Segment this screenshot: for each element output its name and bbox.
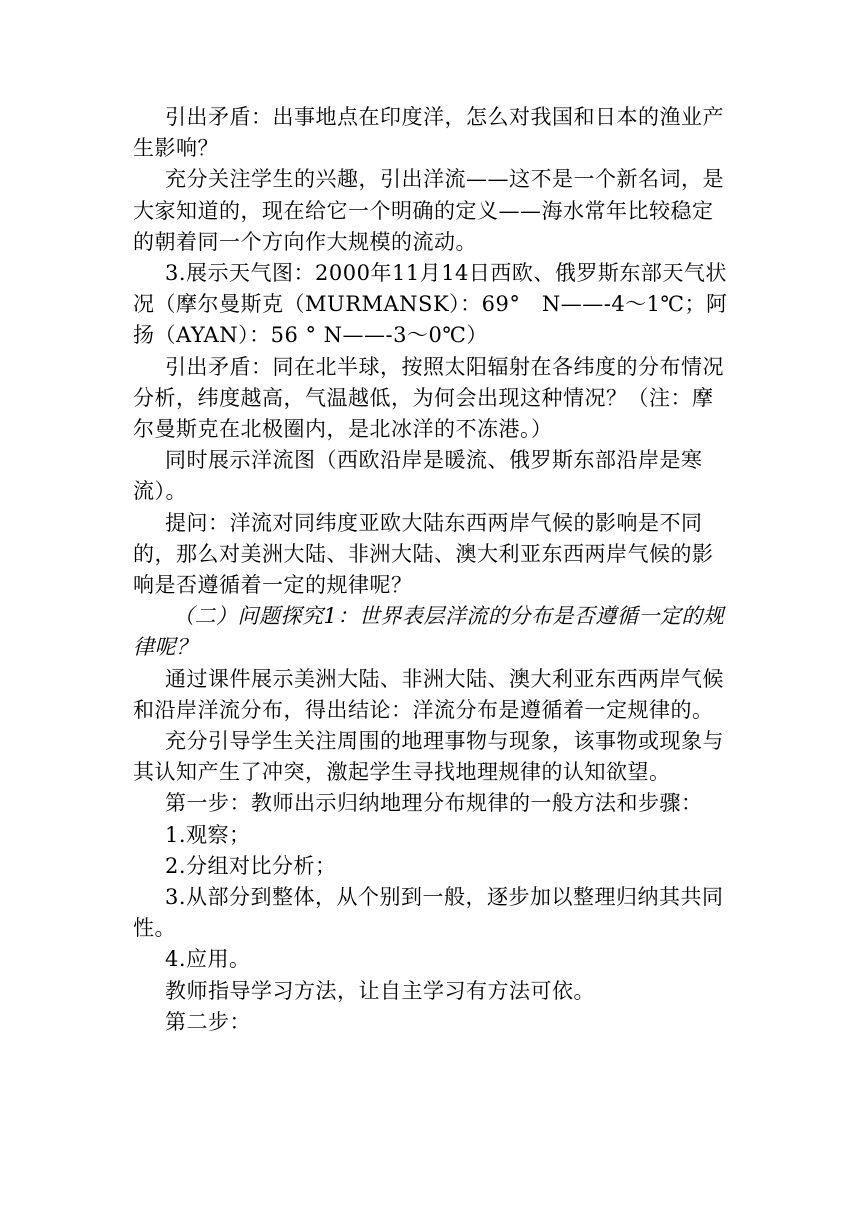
list-item-compare: 2.分组对比分析； bbox=[165, 853, 337, 878]
list-item-apply: 4.应用。 bbox=[165, 947, 251, 972]
paragraph-weather-map: 3.展示天气图：2000年11月14日西欧、俄罗斯东部天气状况（摩尔曼斯克（MURMANSK）：69° N——-4～1℃；阿扬（AYAN）：56 ° N——-3～0℃） bbox=[133, 261, 728, 348]
paragraph-ocean-current-definition: 充分关注学生的兴趣，引出洋流——这不是一个新名词，是大家知道的，现在给它一个明确的定义——海水常年比较稳定的朝着同一个方向作大规模的流动。 bbox=[133, 167, 724, 254]
paragraph-contradiction-fishery: 引出矛盾：出事地点在印度洋，怎么对我国和日本的渔业产生影响？ bbox=[133, 105, 724, 161]
paragraph-contradiction-latitude: 引出矛盾：同在北半球，按照太阳辐射在各纬度的分布情况分析，纬度越高，气温越低，为何会出现这种情况？（注：摩尔曼斯克在北极圈内，是北冰洋的不冻港。） bbox=[133, 354, 724, 442]
list-item-summarize: 3.从部分到整体，从个别到一般，逐步加以整理归纳其共同性。 bbox=[133, 885, 724, 941]
paragraph-courseware: 通过课件展示美洲大陆、非洲大陆、澳大利亚东西两岸气候和沿岸洋流分布，得出结论：洋流分布是遵循着一定规律的。 bbox=[133, 666, 724, 722]
paragraph-step-two: 第二步： bbox=[165, 1009, 251, 1034]
paragraph-step-one: 第一步：教师出示归纳地理分布规律的一般方法和步骤： bbox=[165, 791, 703, 816]
paragraph-guidance: 充分引导学生关注周围的地理事物与现象，该事物或现象与其认知产生了冲突，激起学生寻找地理规律的认知欲望。 bbox=[133, 729, 724, 785]
paragraph-current-map: 同时展示洋流图（西欧沿岸是暖流、俄罗斯东部沿岸是寒流）。 bbox=[133, 448, 703, 504]
paragraph-question: 提问：洋流对同纬度亚欧大陆东西两岸气候的影响是不同的，那么对美洲大陆、非洲大陆、澳大利亚东西两岸气候的影响是否遵循着一定的规律呢？ bbox=[133, 510, 714, 598]
paragraph-teacher-guidance: 教师指导学习方法，让自主学习有方法可依。 bbox=[165, 978, 595, 1003]
list-item-observe: 1.观察； bbox=[165, 822, 251, 847]
document-body bbox=[133, 102, 733, 1038]
section-heading-inquiry-1: （二）问题探究1：世界表层洋流的分布是否遵循一定的规律呢？ bbox=[133, 604, 725, 660]
